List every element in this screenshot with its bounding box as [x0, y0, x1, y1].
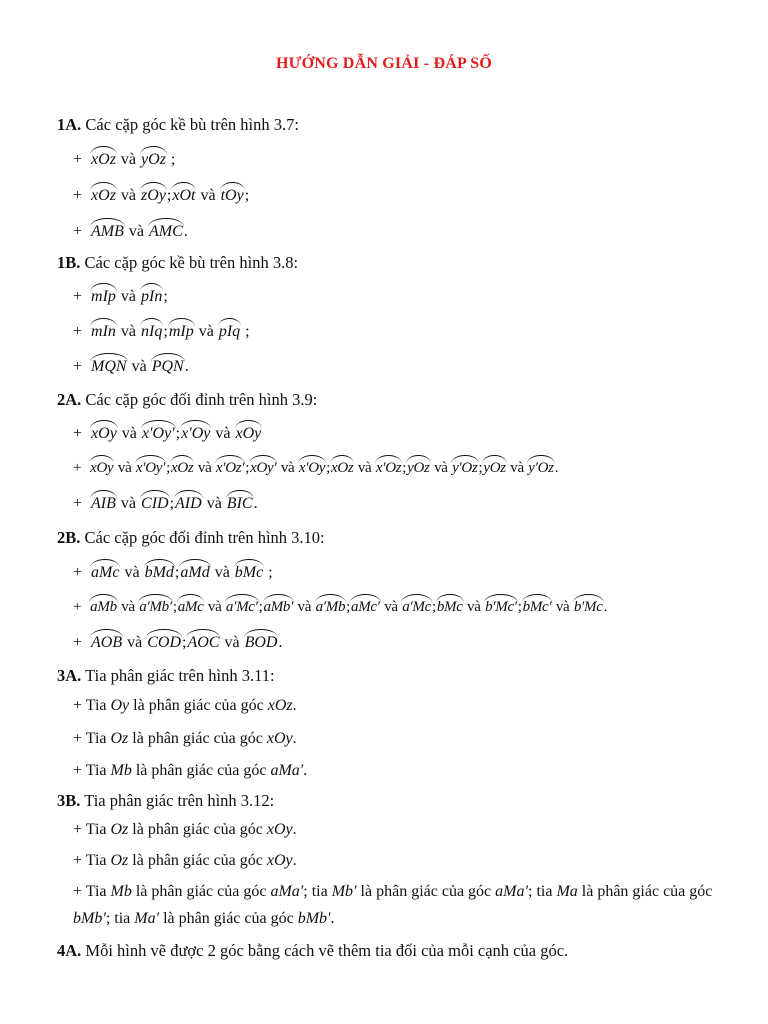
line-2b-1: + aMc và bMd;aMd và bMc ; — [73, 564, 273, 581]
line-1a-2: + xOz và zOy;xOt và tOy; — [73, 187, 250, 204]
line-3a-1: + Tia Oy là phân giác của góc xOz. — [73, 697, 297, 714]
line-1a-1: + xOz và yOz ; — [73, 151, 176, 168]
section-3b-heading: 3B. Tia phân giác trên hình 3.12: — [57, 791, 275, 810]
line-2a-2: + xOy và x′Oy′;xOz và x′Oz′;xOy′ và x′Oy;xOz và x′Oz;yOz và y′Oz;yOz và y′Oz. — [73, 460, 559, 476]
line-1b-1: + mIp và pIn; — [73, 288, 168, 305]
section-4a-heading: 4A. Mỗi hình vẽ được 2 góc bằng cách vẽ thêm tia đối của mỗi cạnh của góc. — [57, 941, 569, 960]
line-2a-1: + xOy và x′Oy′;x′Oy và xOy — [73, 425, 262, 442]
line-1a-3: + AMB và AMC. — [73, 223, 188, 240]
page-title: HƯỚNG DẪN GIẢI - ĐÁP SỐ — [275, 55, 492, 72]
line-2b-2: + aMb và a′Mb′;aMc và a′Mc′;aMb′ và a′Mb;aMc′ và a′Mc;bMc và b′Mc′;bMc′ và b′Mc. — [73, 599, 608, 615]
line-3b-2: + Tia Oz là phân giác của góc xOy. — [73, 852, 297, 869]
section-number: 1A. — [57, 115, 82, 134]
line-3a-3: + Tia Mb là phân giác của góc aMa′. — [73, 762, 308, 779]
line-2b-3: + AOB và COD;AOC và BOD. — [73, 634, 283, 651]
section-text: Các cặp góc kề bù trên hình 3.7: — [81, 115, 299, 134]
line-3a-2: + Tia Oz là phân giác của góc xOy. — [73, 730, 297, 747]
section-1a-heading — [57, 115, 299, 135]
section-2a-heading: 2A. Các cặp góc đối đỉnh trên hình 3.9: — [57, 390, 318, 409]
section-2b-heading: 2B. Các cặp góc đối đỉnh trên hình 3.10: — [57, 528, 325, 547]
section-1b-heading: 1B. Các cặp góc kề bù trên hình 3.8: — [57, 253, 299, 272]
paragraph-3b-3: + Tia Mb là phân giác của góc aMa′; tia Mb′ là phân giác của góc aMa′; tia Ma là phân giác của góc bMb′; tia Ma′ là phân giác của góc bMb′. — [73, 883, 713, 927]
section-3a-heading: 3A. Tia phân giác trên hình 3.11: — [57, 666, 275, 685]
line-1b-3: + MQN và PQN. — [73, 358, 189, 375]
line-1b-2: + mIn và nIq;mIp và pIq ; — [73, 323, 250, 340]
line-3b-1: + Tia Oz là phân giác của góc xOy. — [73, 821, 297, 838]
line-2a-3: + AIB và CID;AID và BIC. — [73, 495, 258, 512]
